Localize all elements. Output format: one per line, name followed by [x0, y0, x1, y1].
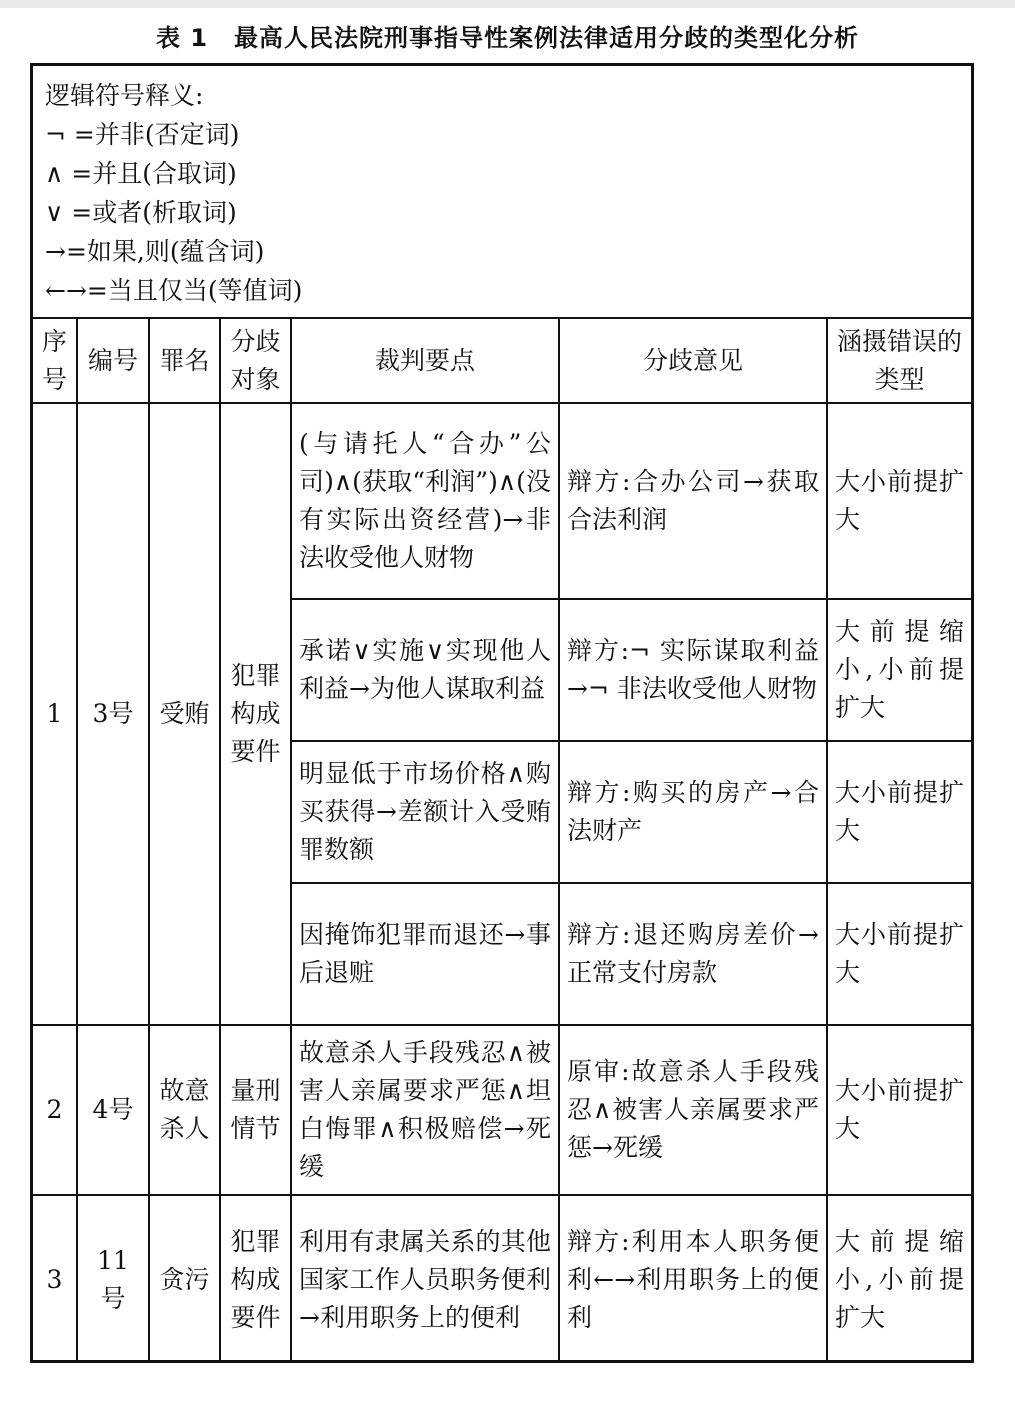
- symbol-legend: [33, 66, 971, 319]
- header-seq: 序号: [33, 319, 77, 403]
- cell-crime: 受贿: [149, 403, 220, 1025]
- cell-point: (与请托人“合办”公司)∧(获取“利润”)∧(没有实际出资经营)→非法收受他人财物: [291, 403, 559, 599]
- cell-error-type: 大前提缩小,小前提扩大: [827, 599, 971, 741]
- cell-code: 11号: [77, 1195, 149, 1363]
- cell-point: 利用有隶属关系的其他国家工作人员职务便利→利用职务上的便利: [291, 1195, 559, 1363]
- header-row: [33, 319, 971, 403]
- legend-line-equivalence: ←→=当且仅当(等值词): [45, 276, 303, 305]
- cell-error-type: 大小前提扩大: [827, 1025, 971, 1195]
- cell-point: 承诺∨实施∨实现他人利益→为他人谋取利益: [291, 599, 559, 741]
- table-frame: [30, 63, 974, 1363]
- table-row: [33, 1025, 971, 1195]
- header-opinion: 分歧意见: [559, 319, 827, 403]
- cell-opinion: 辩方:¬ 实际谋取利益→¬ 非法收受他人财物: [559, 599, 827, 741]
- cell-error-type: 大小前提扩大: [827, 741, 971, 883]
- cell-seq: 1: [33, 403, 77, 1025]
- legend-line-disjunction: ∨ =或者(析取词): [45, 198, 237, 227]
- cell-object: 犯罪构成要件: [220, 403, 291, 1025]
- header-error-type: 涵摄错误的类型: [827, 319, 971, 403]
- header-code: 编号: [77, 319, 149, 403]
- cell-seq: 3: [33, 1195, 77, 1363]
- cell-opinion: 辩方:合办公司→获取合法利润: [559, 403, 827, 599]
- cell-opinion: 辩方:购买的房产→合法财产: [559, 741, 827, 883]
- cell-object: 量刑情节: [220, 1025, 291, 1195]
- header-object: 分歧对象: [220, 319, 291, 403]
- cell-opinion: 原审:故意杀人手段残忍∧被害人亲属要求严惩→死缓: [559, 1025, 827, 1195]
- cell-error-type: 大小前提扩大: [827, 883, 971, 1025]
- legend-line-conjunction: ∧ =并且(合取词): [45, 159, 237, 188]
- cell-error-type: 大小前提扩大: [827, 403, 971, 599]
- cell-point: 因掩饰犯罪而退还→事后退赃: [291, 883, 559, 1025]
- table-row: [33, 1195, 971, 1363]
- cell-opinion: 辩方:利用本人职务便利←→利用职务上的便利: [559, 1195, 827, 1363]
- table-row: [33, 403, 971, 599]
- cell-crime: 故意杀人: [149, 1025, 220, 1195]
- header-point: 裁判要点: [291, 319, 559, 403]
- cell-object: 犯罪构成要件: [220, 1195, 291, 1363]
- cell-code: 3号: [77, 403, 149, 1025]
- cell-point: 明显低于市场价格∧购买获得→差额计入受贿罪数额: [291, 741, 559, 883]
- legend-line-negation: ¬ =并非(否定词): [45, 120, 240, 149]
- top-strip: [0, 0, 1015, 8]
- legend-heading: 逻辑符号释义:: [45, 81, 204, 110]
- cell-code: 4号: [77, 1025, 149, 1195]
- cell-crime: 贪污: [149, 1195, 220, 1363]
- cell-seq: 2: [33, 1025, 77, 1195]
- legend-line-implication: →=如果,则(蕴含词): [45, 237, 265, 266]
- analysis-table: [33, 319, 971, 1363]
- cell-error-type: 大前提缩小,小前提扩大: [827, 1195, 971, 1363]
- header-crime: 罪名: [149, 319, 220, 403]
- cell-point: 故意杀人手段残忍∧被害人亲属要求严惩∧坦白悔罪∧积极赔偿→死缓: [291, 1025, 559, 1195]
- cell-opinion: 辩方:退还购房差价→正常支付房款: [559, 883, 827, 1025]
- table-title: 最高人民法院刑事指导性案例法律适用分歧的类型化分析: [234, 24, 860, 52]
- table-caption: [0, 18, 1015, 53]
- table-number: 表 1: [155, 24, 209, 52]
